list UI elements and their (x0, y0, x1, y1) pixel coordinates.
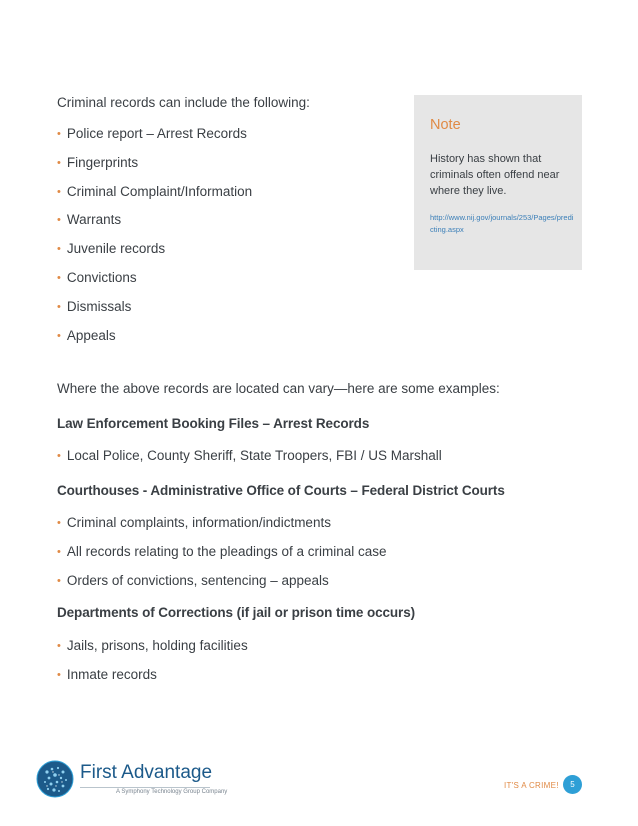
list-item: • Juvenile records (57, 241, 166, 257)
law-enforcement-list (57, 446, 442, 475)
brand-tagline: A Symphony Technology Group Company (116, 789, 228, 795)
list-item: • All records relating to the pleadings of a criminal case (57, 543, 387, 559)
bullet-icon: • (57, 271, 61, 284)
footer-tag: IT'S A CRIME! (504, 781, 559, 790)
list-item: • Appeals (57, 327, 116, 343)
intro-text: Criminal records can include the following: (57, 95, 310, 110)
bullet-icon: • (57, 329, 61, 342)
page-number-badge: 5 (563, 775, 582, 794)
note-title: Note (430, 117, 461, 133)
list-item: • Orders of convictions, sentencing – appeals (57, 572, 329, 588)
list-item: • Convictions (57, 269, 137, 285)
records-list (57, 124, 252, 354)
list-item: • Police report – Arrest Records (57, 126, 247, 141)
section-heading-corrections: Departments of Corrections (if jail or prison time occurs) (57, 605, 416, 620)
section-heading-courthouses: Courthouses - Administrative Office of Courts – Federal District Courts (57, 483, 505, 498)
bullet-icon: • (57, 185, 61, 198)
corrections-list (57, 636, 248, 694)
list-item: • Criminal Complaint/Information (57, 183, 253, 199)
bullet-icon: • (57, 640, 61, 652)
courthouses-list (57, 513, 387, 599)
bullet-icon: • (57, 300, 61, 313)
bullet-icon: • (57, 156, 61, 169)
bullet-icon: • (57, 574, 61, 587)
list-item: • Local Police, County Sheriff, State Troopers, FBI / US Marshall (57, 448, 442, 463)
brand-name: First Advantage (80, 762, 213, 783)
bullet-icon: • (57, 545, 61, 558)
list-item: • Warrants (57, 212, 122, 228)
list-item: • Criminal complaints, information/indictments (57, 515, 331, 530)
bullet-icon: • (57, 243, 61, 256)
bullet-icon: • (57, 214, 61, 227)
list-item: • Dismissals (57, 298, 132, 314)
brand-divider (80, 787, 210, 788)
locations-intro: Where the above records are located can vary—here are some examples: (57, 381, 500, 396)
bullet-icon: • (57, 517, 61, 529)
list-item: • Inmate records (57, 666, 157, 682)
section-heading-law-enforcement: Law Enforcement Booking Files – Arrest Records (57, 416, 370, 431)
note-box (414, 95, 582, 270)
list-item: • Jails, prisons, holding facilities (57, 638, 248, 653)
bullet-icon: • (57, 450, 61, 462)
bullet-icon: • (57, 668, 61, 681)
note-link[interactable]: http://www.nij.gov/journals/253/Pages/predicting.aspx (430, 213, 574, 234)
note-body: History has shown that criminals often offend near where they live. (430, 153, 560, 197)
list-item: • Fingerprints (57, 154, 139, 170)
bullet-icon: • (57, 128, 61, 140)
globe-logo-icon (36, 760, 74, 798)
